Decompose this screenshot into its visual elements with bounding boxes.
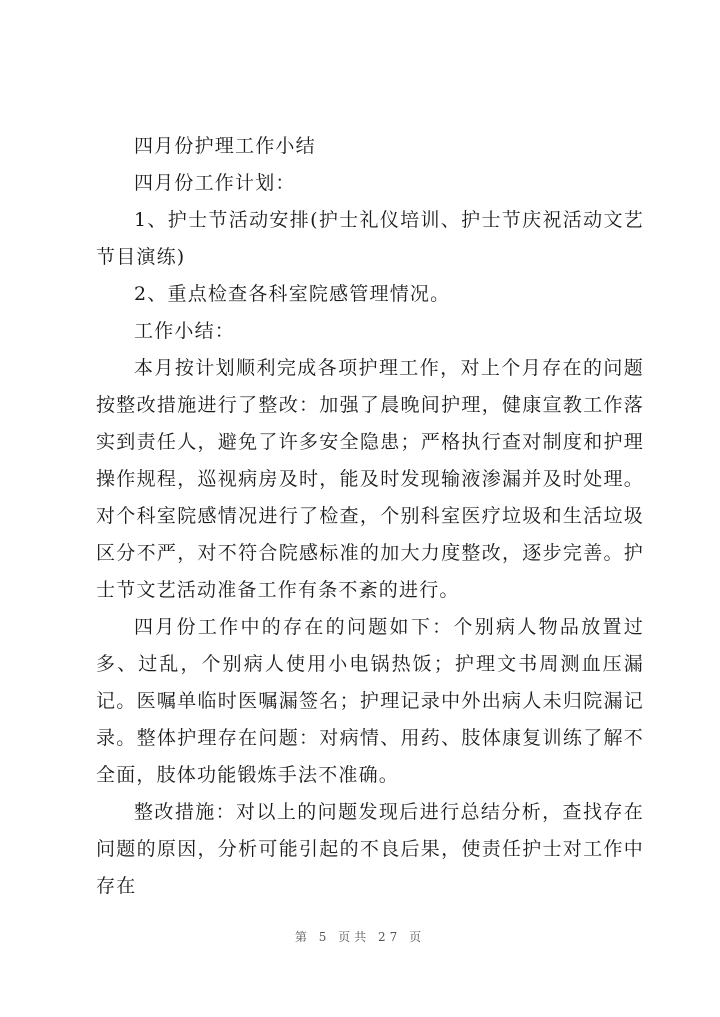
problems-paragraph: 四月份工作中的存在的问题如下：个别病人物品放置过多、过乱，个别病人使用小电锅热饭；护理文书周测血压漏记。医嘱单临时医嘱漏签名；护理记录中外出病人未归院漏记录。整体护理存在问题：对病情、用药、肢体康复训练了解不全面，肢体功能锻炼手法不准确。 bbox=[96, 616, 644, 786]
page-number-footer: 第 5 页共 27 页 bbox=[294, 930, 426, 944]
measures-paragraph: 整改措施：对以上的问题发现后进行总结分析，查找存在问题的原因，分析可能引起的不良后果，使责任护士对工作中存在 bbox=[96, 801, 644, 897]
summary-paragraph: 本月按计划顺利完成各项护理工作，对上个月存在的问题按整改措施进行了整改：加强了晨晚间护理，健康宣教工作落实到责任人，避免了许多安全隐患；严格执行查对制度和护理操作规程，巡视病房及时，能及时发现输液渗漏并及时处理。对个科室院感情况进行了检查，个别科室医疗垃圾和生活垃圾区分不严，对不符合院感标准的加大力度整改，逐步完善。护士节文艺活动准备工作有条不紊的进行。 bbox=[96, 357, 644, 601]
document-title: 四月份护理工作小结 bbox=[134, 135, 316, 157]
document-body bbox=[96, 128, 644, 905]
plan-item-2: 2、重点检查各科室院感管理情况。 bbox=[134, 283, 451, 305]
plan-heading: 四月份工作计划： bbox=[134, 172, 296, 194]
plan-item-1: 1、护士节活动安排(护士礼仪培训、护士节庆祝活动文艺节目演练) bbox=[96, 209, 644, 268]
summary-heading: 工作小结： bbox=[134, 320, 236, 342]
